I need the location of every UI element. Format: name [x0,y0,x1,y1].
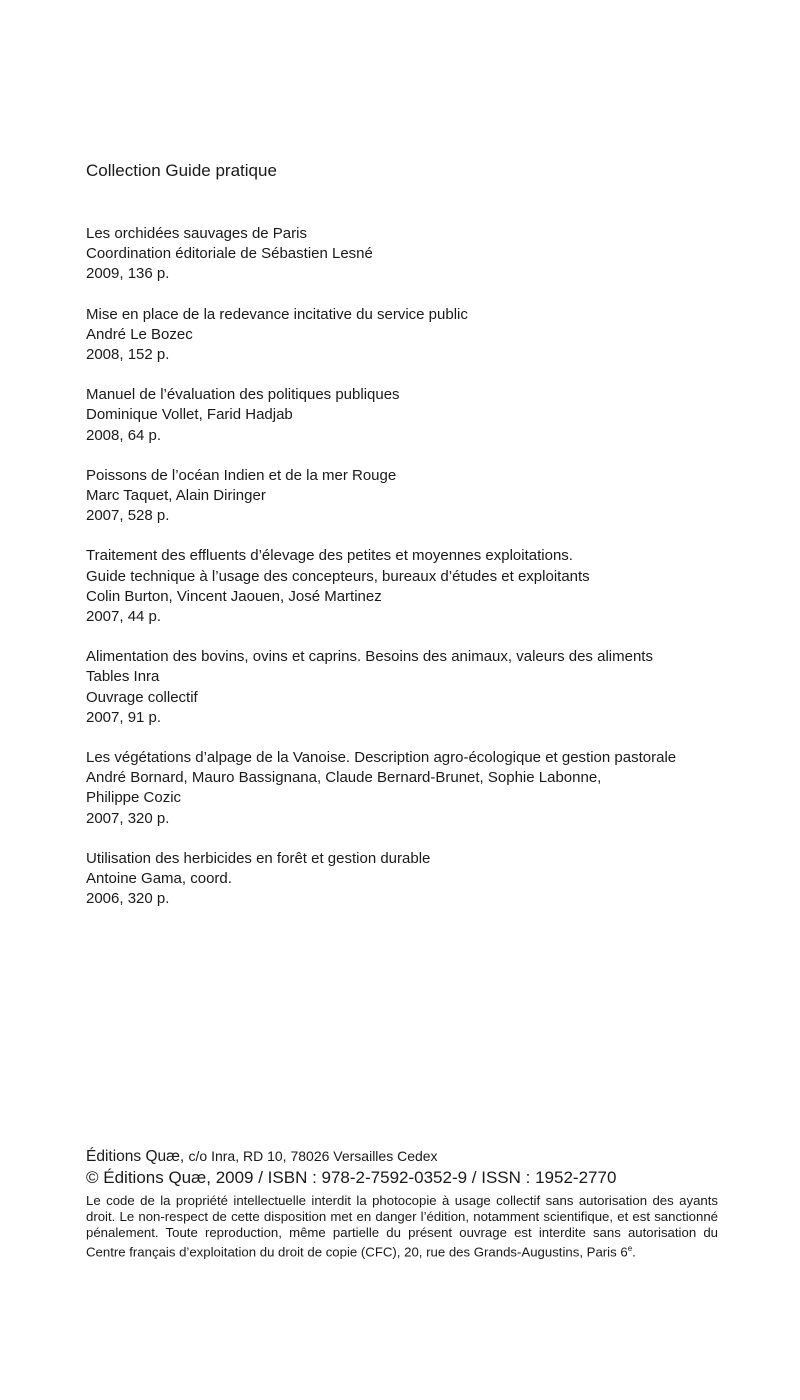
legal-end: . [632,1244,636,1260]
book-authors: Dominique Vollet, Farid Hadjab [86,406,293,424]
book-title: Alimentation des bovins, ovins et caprins. Besoins des animaux, valeurs des aliments [86,648,653,666]
book-authors: Marc Taquet, Alain Diringer [86,487,266,505]
book-entry [86,546,726,627]
book-year-pages: 2007, 91 p. [86,708,162,726]
book-entry [86,385,726,446]
book-subtitle: Guide technique à l’usage des concepteurs, bureaux d’études et exploitants [86,567,590,585]
book-title: Manuel de l’évaluation des politiques publiques [86,386,400,404]
copyright-page [86,0,726,1400]
collection-title: Collection Guide pratique [86,161,277,180]
book-title: Les orchidées sauvages de Paris [86,225,307,242]
book-entry [86,305,726,366]
book-entry [86,849,726,910]
publisher-address [86,1146,726,1167]
book-title: Utilisation des herbicides en forêt et gestion durable [86,849,431,867]
legal-text: Le code de la propriété intellectuelle interdit la photocopie à usage collectif sans autorisation des ayants droit. Le non-respect de cette disposition met en danger l’édition, notamment scientifique, et est sanctionné pénalement. Toute reproduction, même partielle du présent ouvrage est interdite sans autorisation du Centre français d’exploitation du droit de copie (CFC), 20, rue des Grands-Augustins, Paris 6 [86,1193,718,1260]
book-authors: Ouvrage collectif [86,688,198,706]
legal-notice [86,1193,718,1260]
book-year-pages: 2006, 320 p. [86,890,170,908]
address-text: c/o Inra, RD 10, 78026 Versailles Cedex [188,1148,438,1164]
book-authors: Antoine Gama, coord. [86,870,232,888]
book-year-pages: 2007, 528 p. [86,507,170,525]
book-authors: Coordination éditoriale de Sébastien Lesné [86,245,373,263]
book-entry [86,466,726,527]
book-authors: André Bornard, Mauro Bassignana, Claude Bernard-Brunet, Sophie Labonne, [86,769,602,787]
book-authors: Colin Burton, Vincent Jaouen, José Martinez [86,587,382,605]
book-authors: André Le Bozec [86,325,193,343]
book-list [86,224,726,929]
book-title: Poissons de l’océan Indien et de la mer Rouge [86,466,397,484]
book-authors-continued: Philippe Cozic [86,789,182,807]
legal-superscript: e [627,1244,633,1253]
book-year-pages: 2007, 44 p. [86,608,162,626]
book-year-pages: 2009, 136 p. [86,265,170,283]
book-year-pages: 2008, 152 p. [86,346,170,364]
imprint-footer [86,1146,726,1260]
book-title: Les végétations d’alpage de la Vanoise. Description agro-écologique et gestion pastorale [86,749,677,767]
book-year-pages: 2008, 64 p. [86,426,162,444]
book-entry [86,224,726,285]
publisher-name: Éditions Quæ, [86,1148,185,1165]
book-entry [86,748,726,829]
book-entry [86,647,726,728]
book-year-pages: 2007, 320 p. [86,809,170,827]
book-series: Tables Inra [86,668,160,686]
copyright-line: © Éditions Quæ, 2009 / ISBN : 978-2-7592-0352-9 / ISSN : 1952-2770 [86,1168,617,1187]
book-title: Mise en place de la redevance incitative du service public [86,305,468,323]
book-title: Traitement des effluents d’élevage des petites et moyennes exploitations. [86,547,573,565]
